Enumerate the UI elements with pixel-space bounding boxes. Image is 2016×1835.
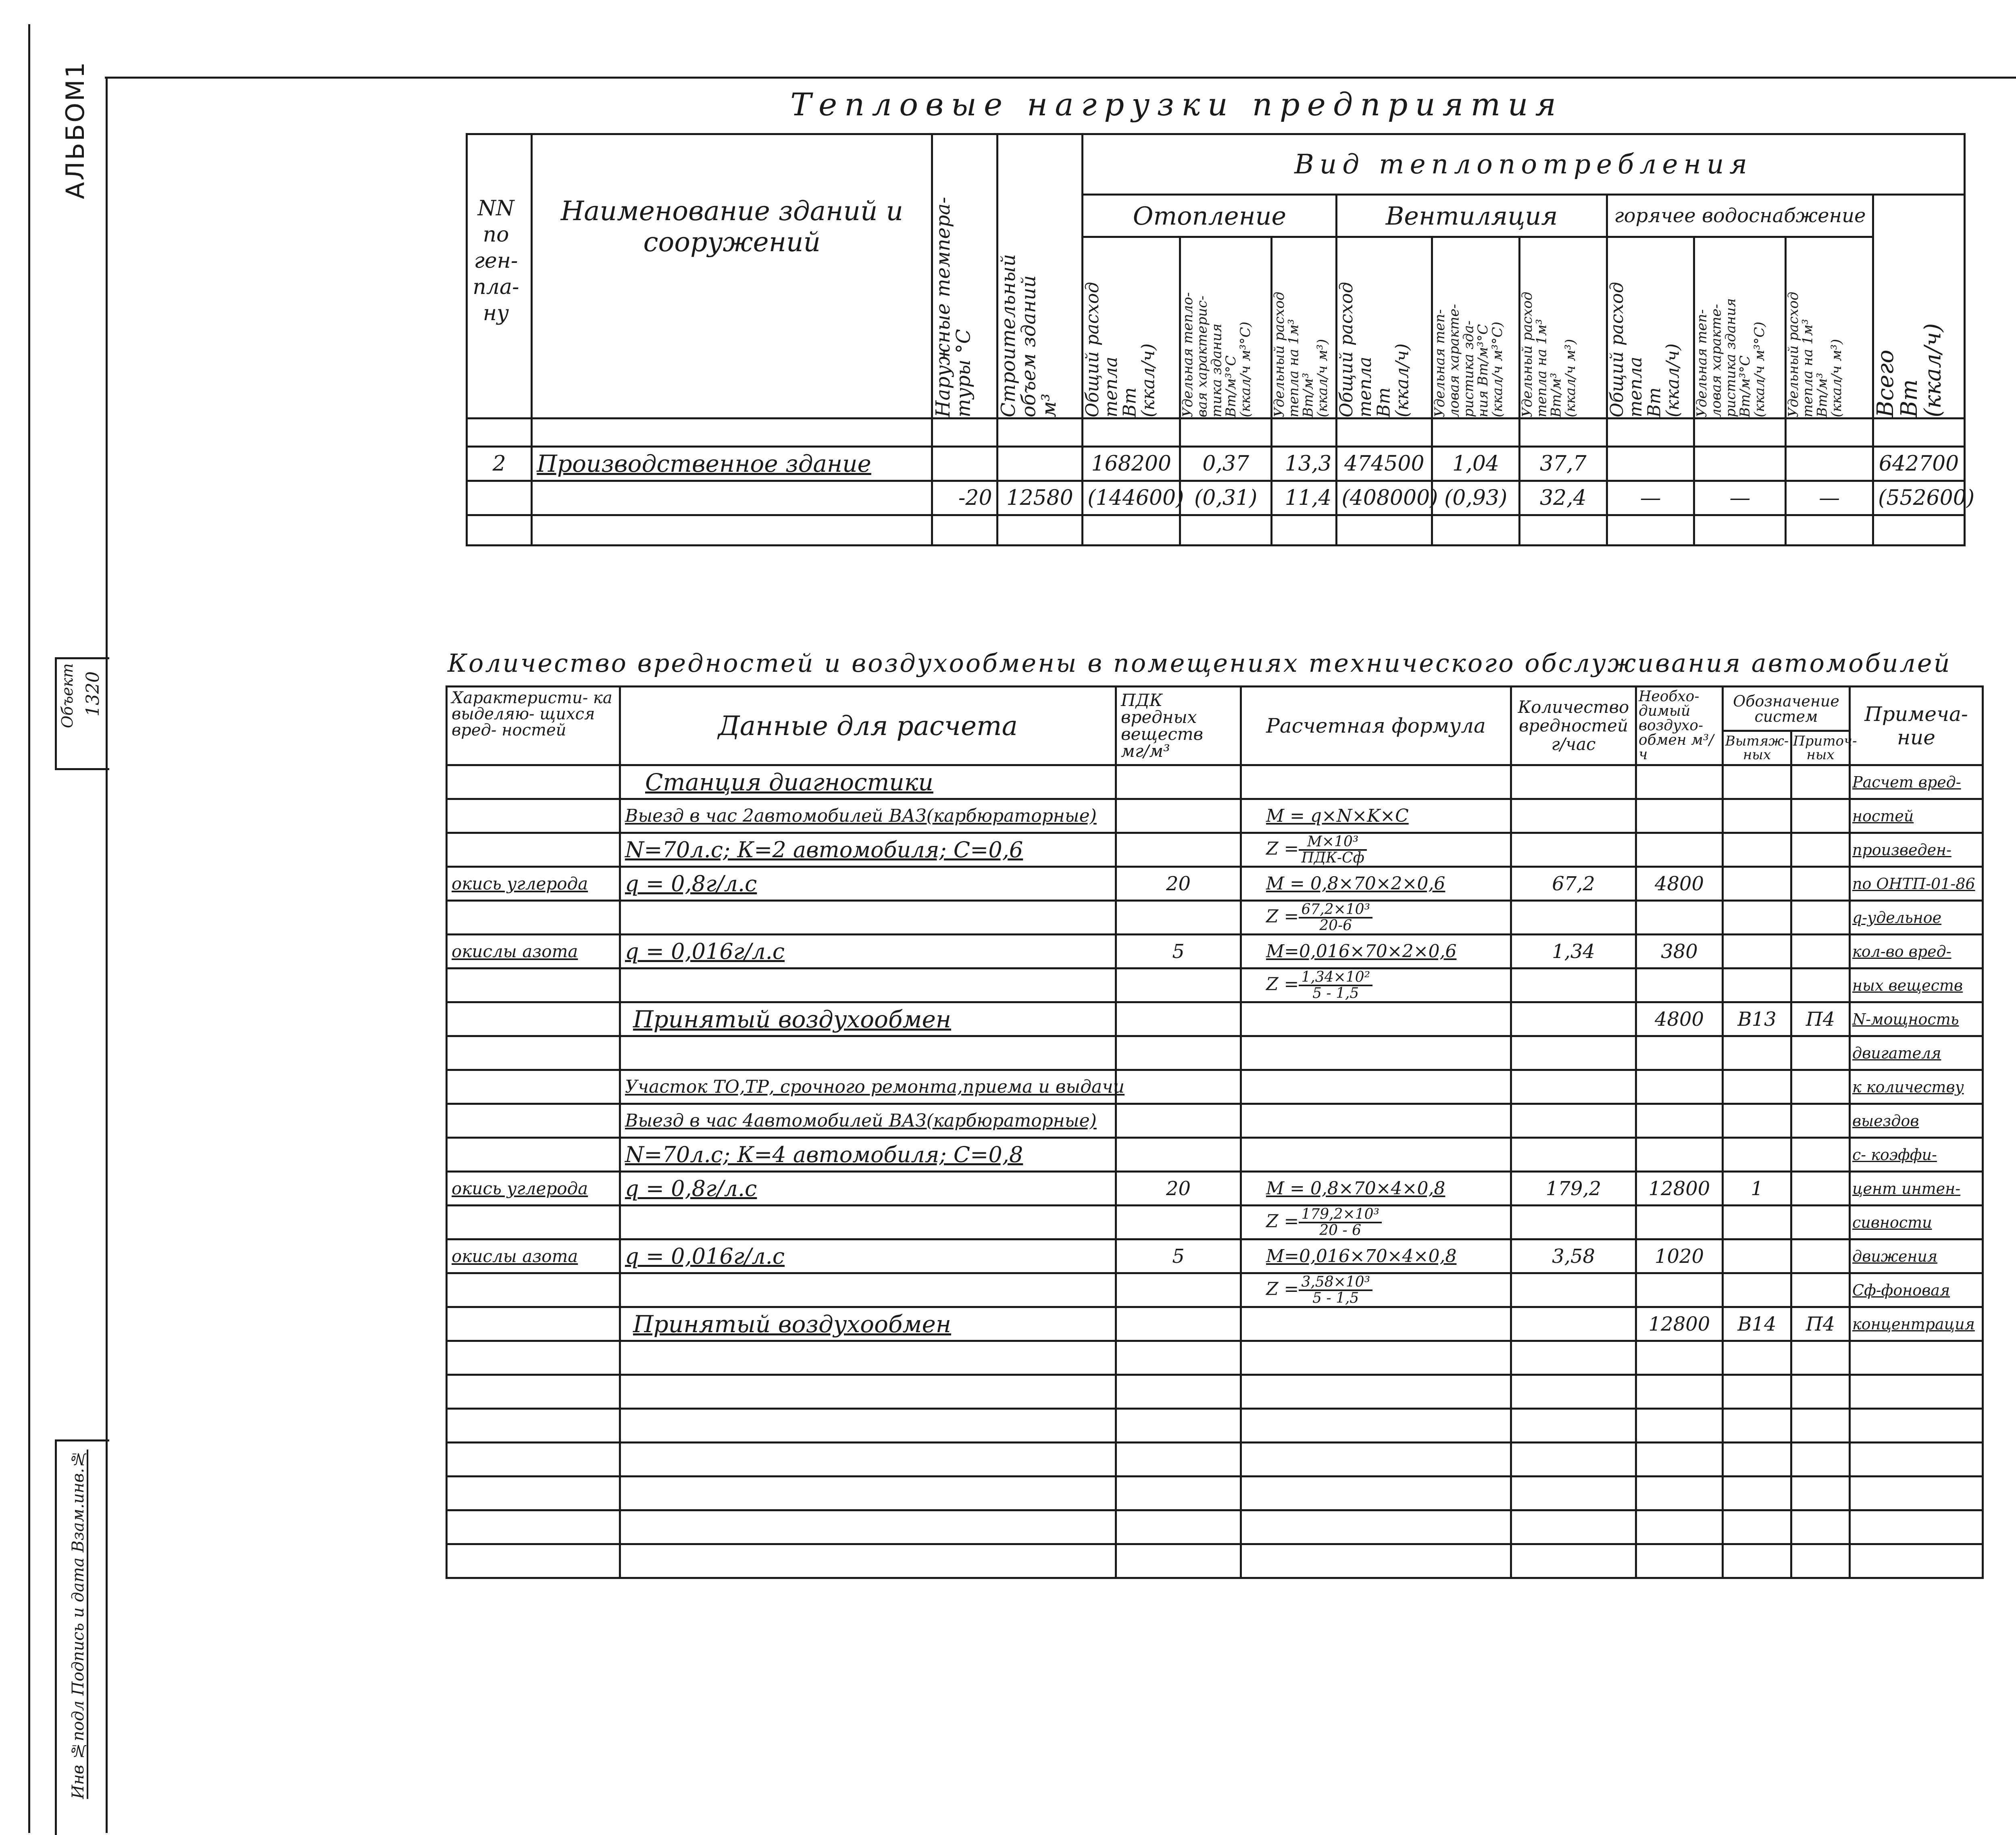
t2-note: движения (1850, 1239, 1983, 1273)
table-row (447, 1307, 1983, 1341)
t2-note: ностей (1850, 799, 1983, 833)
t2-char (447, 833, 620, 867)
t2-char (447, 765, 620, 799)
t2-air (1636, 1138, 1723, 1172)
t2-char (447, 1273, 620, 1307)
t1r1-h-spec: 0,37 (1180, 447, 1272, 481)
t2-pdk: 5 (1116, 935, 1241, 969)
t2-char (447, 1002, 620, 1036)
t1r1-name: Производственное здание (532, 447, 932, 481)
album-label (60, 60, 90, 199)
hdr-heating: Отопление (1133, 201, 1287, 231)
t2-ex (1723, 765, 1791, 799)
hdr-ventilation: Вентиляция (1385, 201, 1558, 231)
hdr2-data: Данные для расчета (718, 710, 1018, 741)
fraction-denominator: 5 - 1,5 (1312, 985, 1359, 1002)
t2-char (447, 799, 620, 833)
formula-text: М = q×N×K×C (1266, 806, 1409, 826)
formula-fraction (1299, 1275, 1372, 1306)
table-row (447, 1206, 1983, 1239)
t2-pdk (1116, 1307, 1241, 1341)
fraction-denominator: 20 - 6 (1319, 1222, 1362, 1239)
t2-note: N-мощность (1850, 1002, 1983, 1036)
t2-note: по ОНТП-01-86 (1850, 867, 1983, 901)
t1r2-volume: 12580 (997, 481, 1083, 515)
t2-pdk (1116, 969, 1241, 1002)
hdr-sum: Всего Вт (ккал/ч) (1872, 323, 1946, 417)
t2-pdk (1116, 1138, 1241, 1172)
t2-sup: П4 (1791, 1307, 1850, 1341)
t2-ex (1723, 1273, 1791, 1307)
table2-title: Количество вредностей и воздухообмены в помещениях технического обслуживания автомобилей (448, 648, 1951, 678)
t2-char (447, 1206, 620, 1239)
t2-sup (1791, 1172, 1850, 1206)
table-row (447, 1002, 1983, 1036)
table-row (447, 969, 1983, 1002)
hdr2-exhaust: Вытяж- ных (1725, 733, 1789, 763)
t2-air (1636, 765, 1723, 799)
t1r1-h-total: 168200 (1083, 447, 1180, 481)
formula-prefix: Z = (1266, 974, 1299, 994)
t2-ex (1723, 799, 1791, 833)
t2-formula (1241, 1273, 1511, 1307)
fraction-numerator: 1,34×10² (1299, 970, 1372, 986)
table-row (447, 1138, 1983, 1172)
t2-pdk (1116, 1206, 1241, 1239)
t2-data: q = 0,016г/л.с (620, 935, 1116, 969)
t2-data: Принятый воздухообмен (620, 1002, 1116, 1036)
empty-row (447, 1544, 1983, 1578)
t2-sup (1791, 1070, 1850, 1104)
t2-qty (1511, 901, 1636, 935)
formula-prefix: Z = (1266, 1279, 1299, 1299)
hdr2-char: Характеристи- ка выделяю- щихся вред- ностей (452, 689, 612, 739)
t2-formula (1241, 1239, 1511, 1273)
t2-formula (1241, 1138, 1511, 1172)
formula-prefix: Z = (1266, 838, 1299, 859)
hdr-temp: Наружные темпера- туры °С (932, 197, 975, 417)
table-row (447, 1104, 1983, 1138)
t2-ex (1723, 867, 1791, 901)
hdr-w-total: Общий расход тепла Вт (ккал/ч) (1606, 282, 1683, 417)
t2-air: 12800 (1636, 1172, 1723, 1206)
t2-qty (1511, 1273, 1636, 1307)
t2-pdk (1116, 1002, 1241, 1036)
t2-qty (1511, 765, 1636, 799)
t2-ex (1723, 833, 1791, 867)
t2-data: q = 0,016г/л.с (620, 1239, 1116, 1273)
t2-sup (1791, 833, 1850, 867)
object-label: Объект (58, 663, 76, 728)
t2-sup (1791, 1036, 1850, 1070)
t2-ex (1723, 901, 1791, 935)
t2-ex (1723, 1206, 1791, 1239)
t1r2-h-total: (144600) (1083, 481, 1180, 515)
table-row (447, 833, 1983, 867)
t2-formula (1241, 1036, 1511, 1070)
t2-char: окислы азота (447, 1239, 620, 1273)
t2-data: Выезд в час 4автомобилей ВАЗ(карбюраторные) (620, 1104, 1116, 1138)
t2-note: двигателя (1850, 1036, 1983, 1070)
t2-char (447, 1307, 620, 1341)
table-row (447, 1172, 1983, 1206)
t2-qty: 67,2 (1511, 867, 1636, 901)
t2-qty: 3,58 (1511, 1239, 1636, 1273)
hdr-no: NN по ген- пла- ну (473, 196, 519, 325)
t2-data: Участок ТО,ТР, срочного ремонта,приема и выдачи (620, 1070, 1116, 1104)
t2-formula (1241, 1206, 1511, 1239)
t2-sup (1791, 935, 1850, 969)
t2-formula (1241, 1104, 1511, 1138)
t2-air (1636, 901, 1723, 935)
heat-loads-table (466, 133, 1975, 546)
t2-data (620, 969, 1116, 1002)
fraction-denominator: ПДК-Сф (1301, 849, 1364, 866)
t2-formula (1241, 1002, 1511, 1036)
album-text: АЛЬБОМ1 (60, 60, 90, 199)
t2-qty (1511, 1206, 1636, 1239)
t2-data (620, 901, 1116, 935)
t2-char (447, 901, 620, 935)
table-row (447, 1036, 1983, 1070)
t1r1-v-total: 474500 (1337, 447, 1432, 481)
t2-air (1636, 969, 1723, 1002)
t2-char: окись углерода (447, 1172, 620, 1206)
t2-sup (1791, 1273, 1850, 1307)
t2-note: q-удельное (1850, 901, 1983, 935)
table-row (447, 765, 1983, 799)
t2-sup (1791, 799, 1850, 833)
t2-pdk: 5 (1116, 1239, 1241, 1273)
t2-char (447, 1070, 620, 1104)
formula-fraction (1299, 970, 1372, 1001)
binding-edge (28, 24, 30, 1833)
t2-qty: 1,34 (1511, 935, 1636, 969)
t2-data (620, 1036, 1116, 1070)
t2-ex (1723, 935, 1791, 969)
t2-ex (1723, 1070, 1791, 1104)
t2-char (447, 1138, 620, 1172)
t2-air (1636, 1206, 1723, 1239)
t2-sup: П4 (1791, 1002, 1850, 1036)
t2-qty (1511, 1138, 1636, 1172)
hdr-h-unit: Удельный расход тепла на 1м³ Вт/м³ (ккал/ч м³) (1271, 292, 1331, 417)
t2-pdk: 20 (1116, 867, 1241, 901)
table1-title: Тепловые нагрузки предприятия (790, 87, 1564, 123)
t2-ex: В14 (1723, 1307, 1791, 1341)
t2-qty (1511, 1036, 1636, 1070)
side-stamp-text: Инв №подл Подпись и дата Взам.инв.№ (69, 1450, 87, 1799)
hdr-w-spec: Удельная теп- ловая характе- ристика здания Вт/м³°С (ккал/ч м³°С) (1694, 298, 1768, 417)
t2-formula (1241, 1070, 1511, 1104)
t2-ex: В13 (1723, 1002, 1791, 1036)
t1r2-v-total: (408000) (1337, 481, 1432, 515)
object-box (55, 657, 109, 770)
t2-char (447, 1104, 620, 1138)
hdr-v-spec: Удельная теп- ловая характе- ристика зда- ния Вт/м³°С (ккал/ч м³°С) (1432, 304, 1506, 417)
table1-row-1 (467, 447, 1965, 481)
t1r2-v-spec: (0,93) (1432, 481, 1520, 515)
t2-air: 4800 (1636, 867, 1723, 901)
empty-row (447, 1443, 1983, 1477)
t1r2-w-total: — (1607, 481, 1694, 515)
t2-qty (1511, 1070, 1636, 1104)
t2-note: кол-во вред- (1850, 935, 1983, 969)
t2-air: 12800 (1636, 1307, 1723, 1341)
t2-air (1636, 1273, 1723, 1307)
table-row (447, 799, 1983, 833)
t2-qty (1511, 1307, 1636, 1341)
hdr2-qty: Количество вредностей г/час (1518, 697, 1629, 754)
table-row (447, 1239, 1983, 1273)
t2-sup (1791, 1138, 1850, 1172)
formula-fraction (1299, 1207, 1381, 1238)
t2-air (1636, 1070, 1723, 1104)
empty-row (447, 1409, 1983, 1443)
t2-data: N=70л.с; К=2 автомобиля; С=0,6 (620, 833, 1116, 867)
formula-text: М = 0,8×70×2×0,6 (1266, 873, 1445, 894)
hdr2-formula: Расчетная формула (1266, 714, 1486, 737)
t2-sup (1791, 1104, 1850, 1138)
hdr-hotwater: горячее водоснабжение (1614, 204, 1866, 227)
hdr-kind: Вид теплопотребления (1294, 149, 1753, 180)
t2-note: выездов (1850, 1104, 1983, 1138)
table-row (447, 1273, 1983, 1307)
fraction-denominator: 5 - 1,5 (1312, 1289, 1359, 1306)
fraction-denominator: 20-6 (1319, 917, 1352, 934)
hdr2-pdk: ПДК вредных веществ мг/м³ (1121, 690, 1203, 761)
t2-note: произведен- (1850, 833, 1983, 867)
fraction-numerator: 67,2×10³ (1299, 902, 1372, 919)
empty-row (447, 1375, 1983, 1409)
hdr2-air: Необхо- димый воздухо- обмен м³/ч (1639, 688, 1714, 763)
table-row (447, 901, 1983, 935)
t2-ex (1723, 1239, 1791, 1273)
t2-ex (1723, 1104, 1791, 1138)
table-row (447, 935, 1983, 969)
fraction-numerator: М×10³ (1299, 835, 1366, 851)
t2-sup (1791, 901, 1850, 935)
formula-fraction (1299, 835, 1366, 865)
t2-air (1636, 833, 1723, 867)
t2-data: Выезд в час 2автомобилей ВАЗ(карбюраторные) (620, 799, 1116, 833)
t1r2-sum: (552600) (1873, 481, 1965, 515)
t2-char (447, 1036, 620, 1070)
t2-note: Сф-фоновая (1850, 1273, 1983, 1307)
t2-sup (1791, 969, 1850, 1002)
t2-note: ных веществ (1850, 969, 1983, 1002)
t1r1-v-spec: 1,04 (1432, 447, 1520, 481)
t2-air (1636, 1104, 1723, 1138)
t2-formula (1241, 901, 1511, 935)
empty-row (447, 1341, 1983, 1375)
formula-prefix: Z = (1266, 1211, 1299, 1231)
t1r2-w-spec: — (1694, 481, 1786, 515)
t1r1-v-unit: 37,7 (1520, 447, 1607, 481)
t2-qty (1511, 1104, 1636, 1138)
formula-fraction (1299, 902, 1372, 933)
t1r1-no: 2 (467, 447, 532, 481)
t2-data (620, 1273, 1116, 1307)
t2-pdk (1116, 1036, 1241, 1070)
t2-pdk (1116, 1273, 1241, 1307)
harmful-substances-table (446, 685, 1984, 1579)
hdr-h-spec: Удельная тепло- вая характерис- тика здания Вт/м³°С (ккал/ч м³°С) (1180, 292, 1254, 417)
table-row (447, 1070, 1983, 1104)
hdr2-supply: Приточ- ных (1793, 733, 1857, 763)
fraction-numerator: 3,58×10³ (1299, 1275, 1372, 1291)
t2-ex: 1 (1723, 1172, 1791, 1206)
formula-text: М = 0,8×70×4×0,8 (1266, 1178, 1445, 1199)
t1r2-h-spec: (0,31) (1180, 481, 1272, 515)
t2-formula (1241, 765, 1511, 799)
t2-note: с- коэффи- (1850, 1138, 1983, 1172)
table-row (447, 867, 1983, 901)
hdr2-note: Примеча- ние (1864, 702, 1968, 749)
formula-text: М=0,016×70×2×0,6 (1266, 941, 1457, 962)
t2-formula (1241, 1307, 1511, 1341)
t2-pdk (1116, 765, 1241, 799)
t1r2-temp: -20 (932, 481, 997, 515)
t1r2-v-unit: 32,4 (1520, 481, 1607, 515)
t2-sup (1791, 867, 1850, 901)
t2-pdk (1116, 799, 1241, 833)
hdr-h-total: Общий расход тепла Вт (ккал/ч) (1082, 282, 1159, 417)
t2-qty (1511, 833, 1636, 867)
table1-row-2 (467, 481, 1965, 515)
t2-pdk (1116, 901, 1241, 935)
t2-formula (1241, 935, 1511, 969)
t2-air: 4800 (1636, 1002, 1723, 1036)
t2-air: 1020 (1636, 1239, 1723, 1273)
t2-note: к количеству (1850, 1070, 1983, 1104)
t2-data (620, 1206, 1116, 1239)
t2-sup (1791, 1206, 1850, 1239)
t2-air: 380 (1636, 935, 1723, 969)
t1r2-w-unit: — (1786, 481, 1873, 515)
t2-formula (1241, 969, 1511, 1002)
t2-char: окись углерода (447, 867, 620, 901)
hdr-name: Наименование зданий и сооружений (560, 196, 903, 258)
t2-air (1636, 799, 1723, 833)
side-stamp (55, 1439, 109, 1835)
t2-qty (1511, 1002, 1636, 1036)
hdr-volume: Строительный объем зданий м³ (997, 254, 1060, 417)
t2-data: Принятый воздухообмен (620, 1307, 1116, 1341)
t2-data: Станция диагностики (620, 765, 1116, 799)
t2-formula (1241, 799, 1511, 833)
hdr-v-total: Общий расход тепла Вт (ккал/ч) (1336, 282, 1413, 417)
object-value: 1320 (83, 671, 103, 717)
t2-char (447, 969, 620, 1002)
hdr-w-unit: Удельный расход тепла на 1м³ Вт/м³ (ккал/ч м³) (1785, 292, 1845, 417)
fraction-numerator: 179,2×10³ (1299, 1207, 1381, 1223)
t2-pdk (1116, 1104, 1241, 1138)
t1r1-sum: 642700 (1873, 447, 1965, 481)
t2-pdk (1116, 833, 1241, 867)
formula-text: М=0,016×70×4×0,8 (1266, 1246, 1457, 1266)
t2-air (1636, 1036, 1723, 1070)
empty-row (447, 1477, 1983, 1510)
t2-qty: 179,2 (1511, 1172, 1636, 1206)
t2-ex (1723, 969, 1791, 1002)
t2-formula (1241, 1172, 1511, 1206)
t2-data: q = 0,8г/л.с (620, 867, 1116, 901)
t2-char: окислы азота (447, 935, 620, 969)
t2-qty (1511, 969, 1636, 1002)
t2-ex (1723, 1138, 1791, 1172)
t2-pdk (1116, 1070, 1241, 1104)
t2-ex (1723, 1036, 1791, 1070)
t2-note: сивности (1850, 1206, 1983, 1239)
frame-top (105, 77, 2016, 79)
t2-pdk: 20 (1116, 1172, 1241, 1206)
t2-note: концентрация (1850, 1307, 1983, 1341)
t2-formula (1241, 833, 1511, 867)
t2-formula (1241, 867, 1511, 901)
t2-note: цент интен- (1850, 1172, 1983, 1206)
empty-row (447, 1510, 1983, 1544)
t2-sup (1791, 765, 1850, 799)
t2-qty (1511, 799, 1636, 833)
t2-sup (1791, 1239, 1850, 1273)
t2-note: Расчет вред- (1850, 765, 1983, 799)
t1r2-h-unit: 11,4 (1272, 481, 1337, 515)
t2-data: q = 0,8г/л.с (620, 1172, 1116, 1206)
hdr-v-unit: Удельный расход тепла на 1м³ Вт/м³ (ккал/ч м³) (1519, 292, 1579, 417)
t2-data: N=70л.с; К=4 автомобиля; С=0,8 (620, 1138, 1116, 1172)
hdr2-systems: Обозначение систем (1733, 692, 1839, 725)
t1r1-h-unit: 13,3 (1272, 447, 1337, 481)
formula-prefix: Z = (1266, 906, 1299, 927)
